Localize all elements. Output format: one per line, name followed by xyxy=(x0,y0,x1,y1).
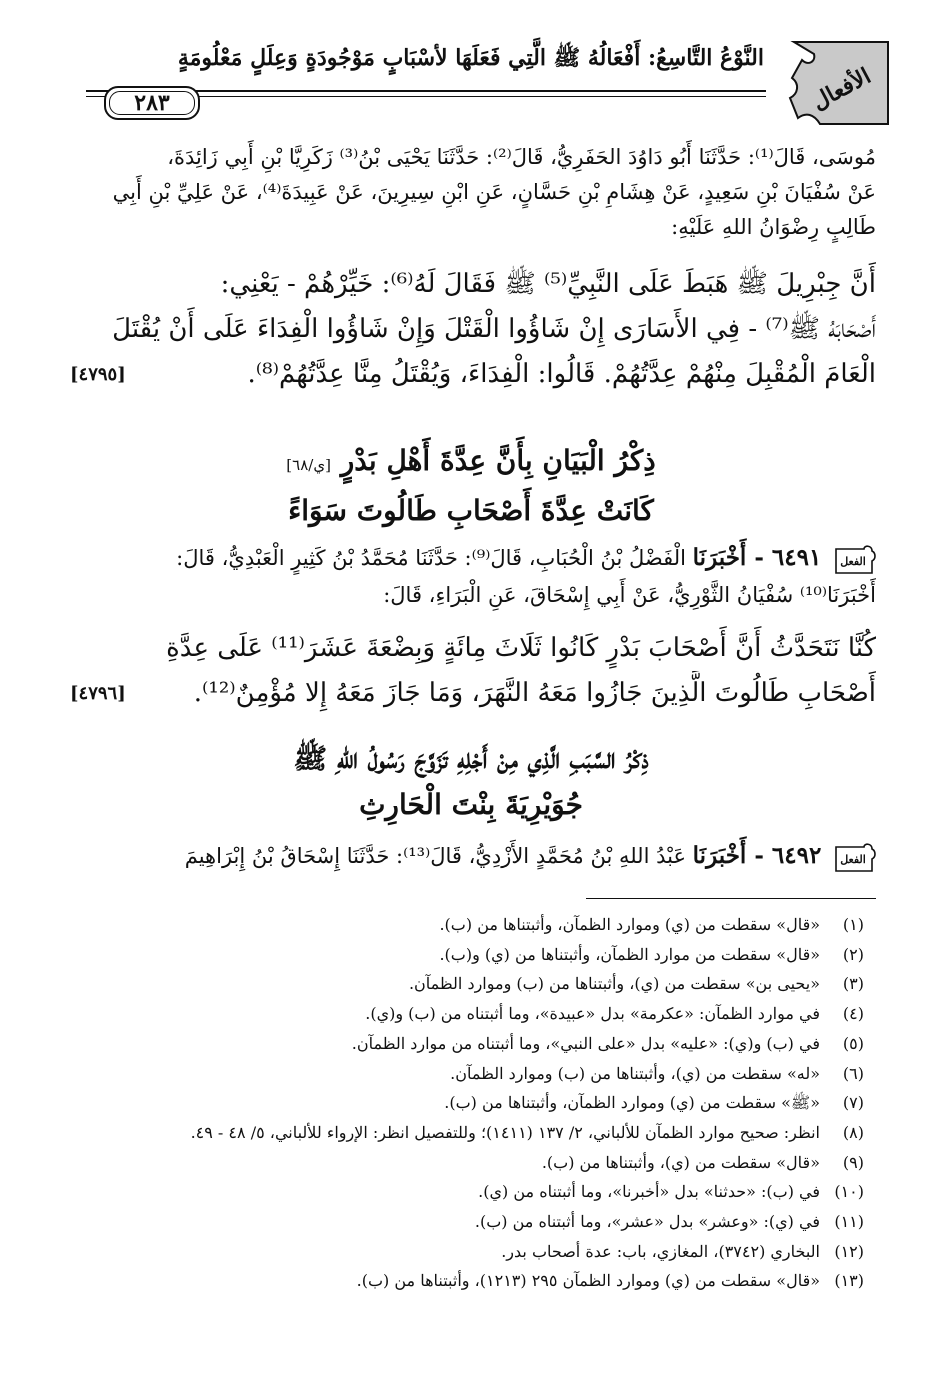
chain-line: طَالِبٍ رِضْوَانُ اللهِ عَلَيْهِ: xyxy=(671,215,876,239)
matn-line: أَصْحَابَهُ ﷺ⁽⁷⁾ - فِي الأَسَارَى إِنْ شَاؤُوا الْقَتْلَ وَإِنْ شَاؤُوا الْفِدَاءَ عَلَى أَنْ يُقْتَلَ xyxy=(112,314,876,344)
hadith-chain-continued xyxy=(66,140,876,245)
chain-line: عَنْ سُفْيَانَ بْنِ سَعِيدٍ، عَنْ هِشَامِ بْنِ حَسَّانٍ، عَنِ ابْنِ سِيرِينَ، عَنْ عَبِيدَةَ⁽⁴⁾، عَنْ عَلِيِّ بْنِ أَبِي xyxy=(112,180,876,204)
footnote xyxy=(74,1237,864,1267)
footnote-text: في (ب) و(ي): «عليه» بدل «على النبي»، وما أثبتناه من موارد الظمآن. xyxy=(351,1033,820,1053)
footnote xyxy=(74,940,864,970)
footnote xyxy=(74,1029,864,1059)
footnote xyxy=(74,910,864,940)
heading-line: كَانَتْ عِدَّةَ أَصْحَابِ طَالُوتَ سَوَاءً xyxy=(288,494,654,527)
footnote-text: «ﷺ» سقطت من (ي) وموارد الظمآن، وأثبتناها من (ب). xyxy=(444,1093,820,1113)
heading-line: جُوَيْرِيَةَ بِنْتَ الْحَارِثِ xyxy=(359,788,583,821)
footnote-number: (٣) xyxy=(842,974,864,994)
chain-line: مُوسَى، قَالَ⁽¹⁾: حَدَّثَنَا أَبُو دَاوُدَ الحَفَرِيُّ، قَالَ⁽²⁾: حَدَّثَنَا يَحْيَى بْنُ⁽³⁾ زَكَرِيَّا بْنِ أَبِي زَائِدَةَ، xyxy=(167,145,876,169)
footnote-number: (١٠) xyxy=(834,1182,864,1202)
chapter-heading xyxy=(66,438,876,534)
footnote-text: «قال» سقطت من موارد الظمآن، وأثبتناها من (ي) و(ب). xyxy=(439,944,820,964)
badge-label: الفعل xyxy=(840,554,866,568)
footnote xyxy=(74,969,864,999)
hadith-chain xyxy=(66,578,876,613)
footnote-number: (٦) xyxy=(842,1063,864,1083)
puzzle-badge-icon xyxy=(834,843,876,873)
hadith-number: ٦٤٩١ - أَخْبَرَنَا xyxy=(692,544,822,571)
footnote-number: (١٣) xyxy=(834,1271,864,1291)
footnote-number: (٢) xyxy=(842,944,864,964)
page-number: ٢٨٣ xyxy=(104,86,200,120)
chain-line: عَبْدُ اللهِ بْنُ مُحَمَّدٍ الأَزْدِيُّ، قَالَ⁽¹³⁾: حَدَّثَنَا إِسْحَاقُ بْنُ إِبْرَاهِيمَ xyxy=(184,844,686,868)
hadith-reference: [٤٧٩٥] xyxy=(70,364,126,385)
footnote-text: البخاري (٣٧٤٢)، المغازي، باب: عدة أصحاب بدر. xyxy=(501,1241,820,1261)
matn-line xyxy=(66,352,876,397)
footnote-text: في (ي): «وعشر» بدل «عشر»، وما أثبتناه من (ب). xyxy=(474,1212,820,1232)
footnote-number: (١) xyxy=(842,915,864,934)
footnote-number: (٥) xyxy=(842,1033,864,1053)
footnote xyxy=(74,1088,864,1118)
footnote-number: (٨) xyxy=(842,1122,864,1142)
footnote-number: (٧) xyxy=(842,1093,864,1113)
footnote-number: (١٢) xyxy=(834,1241,864,1261)
hadith-text xyxy=(66,626,876,716)
page-header xyxy=(70,38,882,128)
footnote-text: في موارد الظمآن: «عكرمة» بدل «عبيدة»، وما أثبتناه من (ب) و(ي). xyxy=(365,1004,820,1024)
footnote-divider xyxy=(586,898,876,899)
manuscript-reference: [ي/٦٨] xyxy=(286,456,331,474)
page-running-title: النَّوْعُ التَّاسِعُ: أَفْعَالُهُ ﷺ الَّتِي فَعَلَهَا لأسْبَابٍ مَوْجُودَةٍ وَعِلَلٍ مَعْلُومَةٍ xyxy=(177,45,764,71)
footnote-number: (١١) xyxy=(834,1212,864,1232)
footnote-text: «يحيى بن» سقطت من (ي)، وأثبتناها من (ب) وموارد الظمآن. xyxy=(408,974,820,994)
footnote-text: «قال» سقطت من (ي) وموارد الظمآن ٢٩٥ (١٢١٣)، وأثبتناها من (ب). xyxy=(356,1271,820,1291)
matn-line-text: الْعَامَ الْمُقْبِلَ مِنْهُمْ عِدَّتُهُمْ. قَالُوا: الْفِدَاءَ، وَيُقْتَلُ مِنَّا عِدَّتُهُمْ⁽⁸⁾. xyxy=(247,359,876,389)
footnote xyxy=(74,1118,864,1148)
footnote-text: في (ب): «حدثنا» بدل «أخبرنا»، وما أثبتناه من (ي). xyxy=(478,1182,820,1202)
chain-line: أَخْبَرَنَا⁽¹⁰⁾ سُفْيَانُ الثَّوْرِيُّ، عَنْ أَبِي إِسْحَاقَ، عَنِ الْبَرَاءِ، قَالَ: xyxy=(383,583,876,607)
footnote xyxy=(74,1177,864,1207)
matn-line-text: أَصْحَابِ طَالُوتَ الَّذِينَ جَازُوا مَعَهُ النَّهَرَ، وَمَا جَازَ مَعَهُ إِلا مُؤْمِنٌ⁽¹²⁾. xyxy=(193,678,876,708)
footnote xyxy=(74,1266,864,1296)
footnote-text: «له» سقطت من (ي)، وأثبتناها من (ب) وموارد الظمآن. xyxy=(450,1063,820,1083)
footnote xyxy=(74,999,864,1029)
heading-text: ذِكْرُ الْبَيَانِ بِأَنَّ عِدَّةَ أَهْلِ بَدْرٍ xyxy=(340,444,656,477)
chain-line: الْفَضْلُ بْنُ الْحُبَابِ، قَالَ⁽⁹⁾: حَدَّثَنَا مُحَمَّدُ بْنُ كَثِيرٍ الْعَبْدِيُّ، قَالَ: xyxy=(176,546,686,570)
hadith-number: ٦٤٩٢ - أَخْبَرَنَا xyxy=(692,842,822,869)
matn-line: كُنَّا نَتَحَدَّثُ أَنَّ أَصْحَابَ بَدْرٍ كَانُوا ثَلَاثَ مِائَةٍ وَبِضْعَةَ عَشَرَ⁽¹¹⁾ عَلَى عِدَّةِ xyxy=(166,633,876,663)
hadith-header xyxy=(66,540,876,576)
footnotes xyxy=(74,910,864,1296)
footnote-number: (٤) xyxy=(842,1004,864,1024)
matn-line: أَنَّ جِبْرِيلَ ﷺ هَبَطَ عَلَى النَّبِيِّ⁽⁵⁾ ﷺ فَقَالَ لَهُ⁽⁶⁾: خَيِّرْهُمْ - يَعْنِي: xyxy=(220,269,876,299)
hadith-text xyxy=(66,262,876,397)
chapter-heading xyxy=(66,736,876,828)
footnote xyxy=(74,1148,864,1178)
hadith-header xyxy=(66,838,876,874)
footnote-text: «قال» سقطت من (ي) وموارد الظمآن، وأثبتناها من (ب). xyxy=(439,915,820,934)
footnote-text: انظر: صحيح موارد الظمآن للألباني، ٢/ ١٣٧ (١٤١١)؛ وللتفصيل انظر: الإرواء للألباني، ٥/ ٤٨ - ٤٩. xyxy=(190,1122,820,1142)
heading-line xyxy=(66,438,876,488)
footnote xyxy=(74,1059,864,1089)
footnote xyxy=(74,1207,864,1237)
heading-line: ذِكْرُ السَّبَبِ الَّذِي مِنْ أَجْلِهِ تَزَوَّجَ رَسُولُ اللهِ ﷺ xyxy=(293,742,649,775)
badge-label: الفعل xyxy=(840,852,866,866)
footnote-text: «قال» سقطت من (ي)، وأثبتناها من (ب). xyxy=(541,1152,820,1172)
footnote-number: (٩) xyxy=(842,1152,864,1172)
badge-label: الأفعال xyxy=(807,62,876,116)
matn-line xyxy=(66,671,876,716)
hadith-reference: [٤٧٩٦] xyxy=(70,683,126,704)
puzzle-badge-icon xyxy=(834,545,876,575)
section-badge-icon xyxy=(780,38,892,128)
